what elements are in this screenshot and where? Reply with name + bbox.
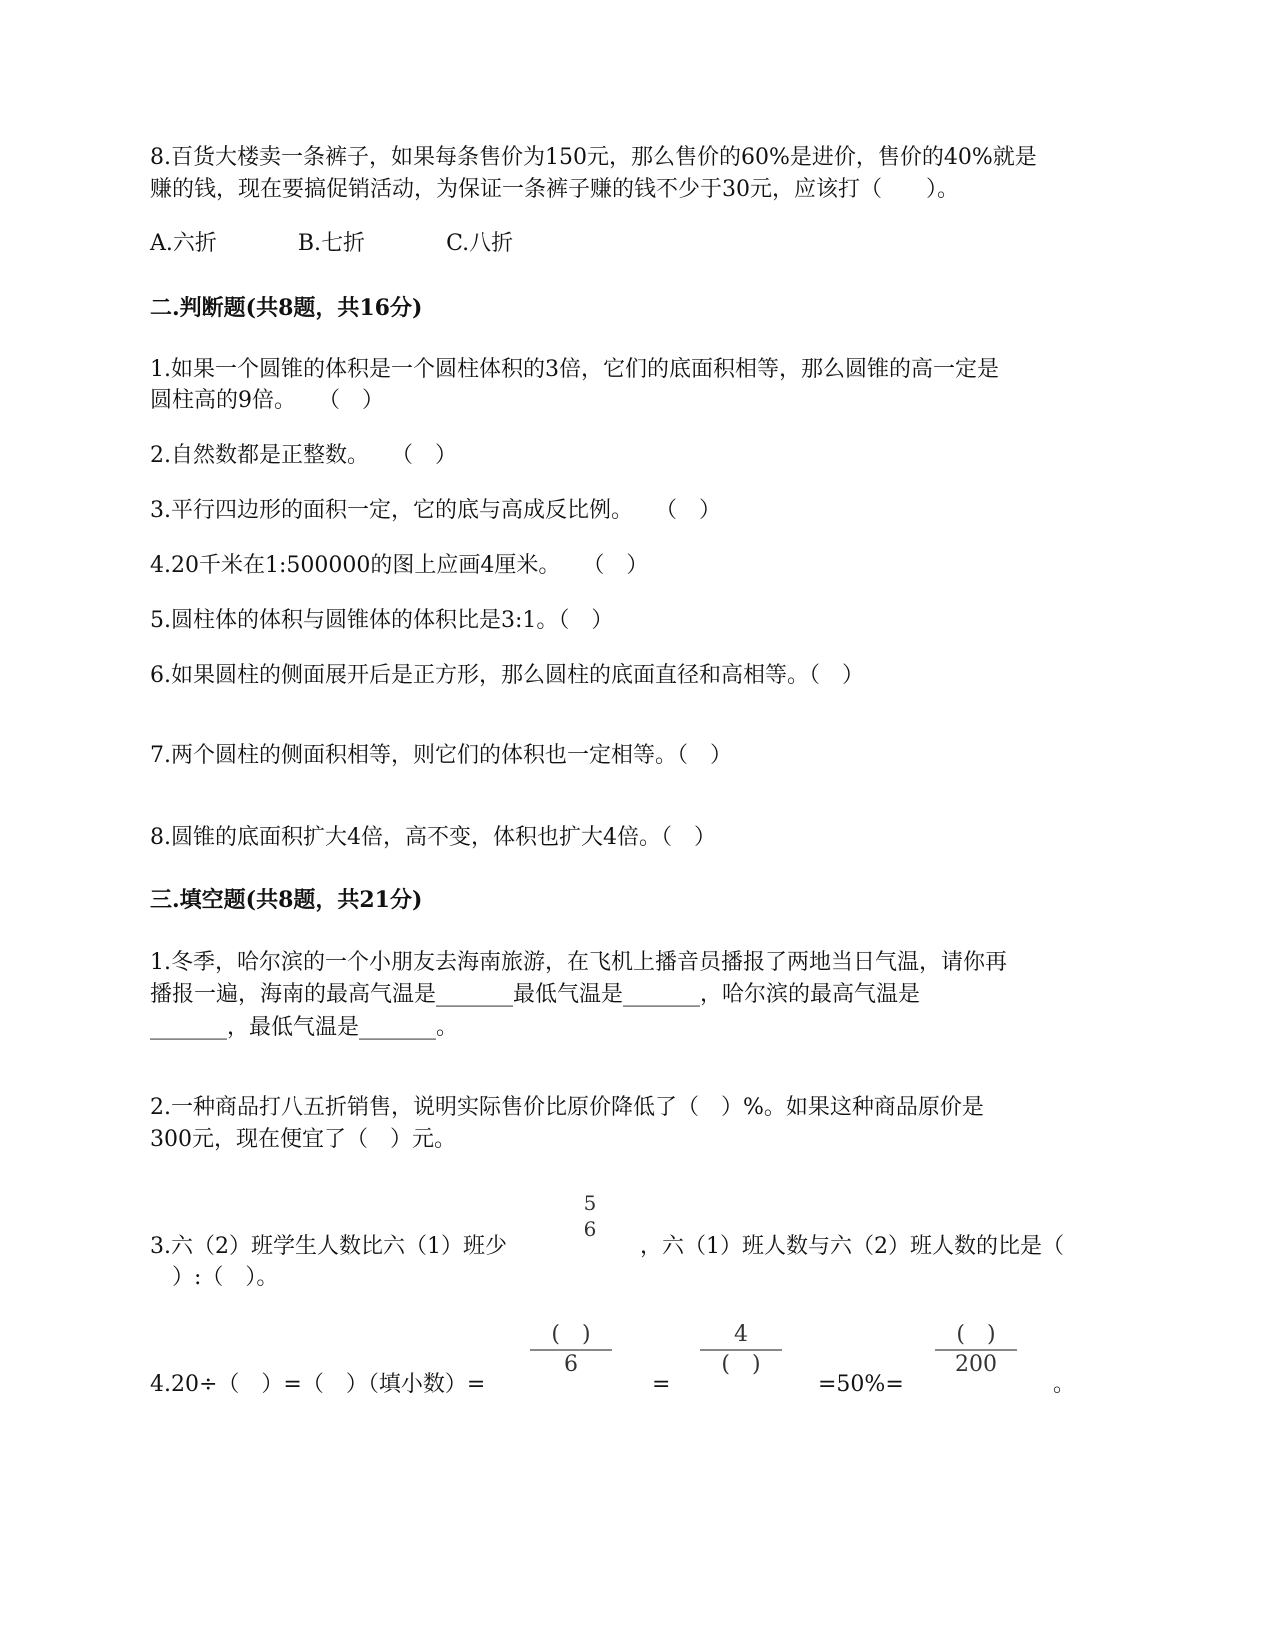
- fraction-five-sixths: [575, 1190, 605, 1242]
- judge-q2: 2.自然数都是正整数。 （ ）: [150, 443, 457, 468]
- question-8-options: [150, 229, 587, 259]
- fraction-2: [700, 1322, 782, 1378]
- option-c: C.八折: [446, 231, 514, 256]
- judge-q8: 8.圆锥的底面积扩大4倍，高不变，体积也扩大4倍。（ ）: [150, 825, 716, 850]
- judge-q1-line-2: 圆柱高的9倍。 （ ）: [150, 388, 384, 413]
- fraction-3-numerator: ( ): [956, 1322, 996, 1347]
- fill-q1-line-1: 1.冬季，哈尔滨的一个小朋友去海南旅游，在飞机上播音员播报了两地当日气温，请你再: [150, 950, 1007, 975]
- fraction-3: [935, 1322, 1017, 1378]
- judge-q6: 6.如果圆柱的侧面展开后是正方形，那么圆柱的底面直径和高相等。（ ）: [150, 663, 864, 688]
- fraction-3-denominator: 200: [955, 1352, 997, 1377]
- fill-q1-line-2: 播报一遍，海南的最高气温是_______最低气温是_______，哈尔滨的最高气温是: [150, 982, 921, 1007]
- fill-q2-line-2: 300元，现在便宜了（ ）元。: [150, 1127, 456, 1152]
- question-8-line-2: 赚的钱，现在要搞促销活动，为保证一条裤子赚的钱不少于30元，应该打（ ）。: [150, 177, 959, 202]
- judge-q5: 5.圆柱体的体积与圆锥体的体积比是3:1。（ ）: [150, 608, 614, 633]
- fill-q3-line-1a: 3.六（2）班学生人数比六（1）班少: [150, 1234, 507, 1259]
- fraction-1: [530, 1322, 612, 1378]
- fill-q4-mid: =50%=: [818, 1372, 904, 1397]
- fraction-2-bar: [700, 1349, 782, 1351]
- fraction-numerator: 5: [583, 1191, 597, 1215]
- fill-q4-start: 4.20÷（ ）=（ ）（填小数）=: [150, 1372, 486, 1397]
- fill-q4-end: 。: [1053, 1372, 1076, 1397]
- option-a: A.六折: [150, 231, 217, 256]
- fraction-1-bar: [530, 1349, 612, 1351]
- question-8-line-1: 8.百货大楼卖一条裤子，如果每条售价为150元，那么售价的60%是进价，售价的40%就是: [150, 145, 1037, 170]
- option-b: B.七折: [297, 231, 366, 256]
- fraction-3-bar: [935, 1349, 1017, 1351]
- section-3-heading: 三.填空题(共8题，共21分): [150, 887, 423, 913]
- judge-q7: 7.两个圆柱的侧面积相等，则它们的体积也一定相等。（ ）: [150, 743, 732, 768]
- judge-q3: 3.平行四边形的面积一定，它的底与高成反比例。 （ ）: [150, 498, 721, 523]
- judge-q4: 4.20千米在1:500000的图上应画4厘米。 （ ）: [150, 553, 649, 578]
- fill-q3-line-2: ）:（ ）。: [150, 1265, 279, 1290]
- fill-q2-line-1: 2.一种商品打八五折销售，说明实际售价比原价降低了（ ）%。如果这种商品原价是: [150, 1095, 984, 1120]
- fraction-denominator: 6: [583, 1217, 597, 1241]
- fraction-1-numerator: ( ): [551, 1322, 591, 1347]
- section-2-heading: 二.判断题(共8题，共16分): [150, 295, 423, 321]
- fraction-2-numerator: 4: [734, 1322, 748, 1347]
- judge-q1-line-1: 1.如果一个圆锥的体积是一个圆柱体积的3倍，它们的底面积相等，那么圆锥的高一定是: [150, 357, 999, 382]
- fill-q4-eq1: =: [652, 1372, 671, 1397]
- fraction-2-denominator: ( ): [721, 1352, 761, 1377]
- fraction-1-denominator: 6: [564, 1352, 578, 1377]
- fill-q3-line-1b: ，六（1）班人数与六（2）班人数的比是（: [640, 1234, 1064, 1259]
- fill-q1-line-3: _______，最低气温是_______。: [150, 1015, 459, 1040]
